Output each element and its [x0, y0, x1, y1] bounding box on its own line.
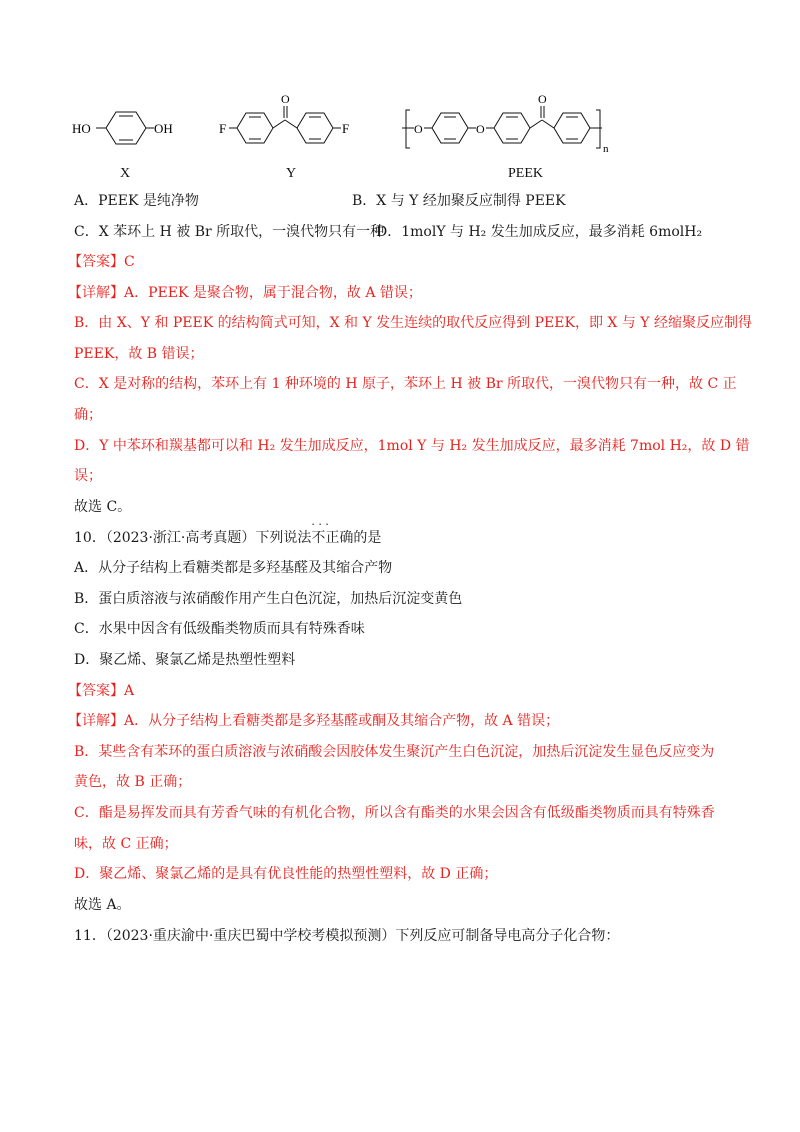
x-group-ho: HO [72, 121, 91, 136]
q10-answer: 【答案】A [68, 683, 135, 699]
q9-option-c: C．X 苯环上 H 被 Br 所取代，一溴代物只有一种 [74, 224, 385, 240]
q10-conclusion: 故选 A。 [74, 897, 131, 913]
q10-stem-pre: 10．（2023·浙江·高考真题）下列说法 [74, 530, 312, 546]
q11-stem: 11．（2023·重庆渝中·重庆巴蜀中学校考模拟预测）下列反应可制备导电高分子化合物： [74, 928, 620, 944]
q9-detail-line-2: B．由 X、Y 和 PEEK 的结构简式可知，X 和 Y 发生连续的取代反应得到 PEEK，即 X 与 Y 经缩聚反应制得 [74, 315, 752, 331]
peek-group-n: n [603, 143, 609, 155]
structure-label-x: X [120, 166, 131, 181]
structure-x [60, 88, 190, 168]
q10-option-a: A．从分子结构上看糖类都是多羟基醛及其缩合产物 [74, 560, 393, 576]
q9-detail-line-6: D．Y 中苯环和羰基都可以和 H₂ 发生加成反应，1mol Y 与 H₂ 发生加成反应，最多消耗 7mol H₂，故 D 错 [74, 438, 750, 454]
q9-answer: 【答案】C [68, 254, 135, 270]
q10-stem [74, 528, 381, 548]
q10-detail-line-3: 黄色，故 B 正确； [74, 774, 192, 790]
structure-y [215, 88, 385, 168]
q10-detail-line-1: 【详解】A．从分子结构上看糖类都是多羟基醛或酮及其缩合产物，故 A 错误； [68, 713, 560, 729]
q10-stem-post: 的是 [353, 530, 382, 546]
y-group-o: O [281, 92, 290, 106]
structure-peek [400, 88, 740, 168]
q9-detail-line-5: 确； [74, 407, 102, 423]
q9-conclusion: 故选 C。 [74, 499, 132, 515]
q10-option-b: B．蛋白质溶液与浓硝酸作用产生白色沉淀，加热后沉淀变黄色 [74, 591, 463, 607]
q9-option-b: B．X 与 Y 经加聚反应制得 PEEK [352, 193, 566, 209]
peek-group-o-1: O [414, 122, 423, 136]
q10-detail-line-4: C．酯是易挥发而具有芳香气味的有机化合物，所以含有酯类的水果会因含有低级酯类物质而具有特殊香 [74, 805, 715, 821]
q10-option-c: C．水果中因含有低级酯类物质而具有特殊香味 [74, 621, 365, 637]
q10-detail-line-2: B．某些含有苯环的蛋白质溶液与浓硝酸会因胶体发生聚沉产生白色沉淀，加热后沉淀发生显色反应变为 [74, 744, 715, 760]
structure-label-peek: PEEK [508, 166, 543, 181]
peek-group-o-3: O [538, 92, 547, 106]
q10-detail-line-5: 味，故 C 正确； [74, 836, 178, 852]
x-group-oh: OH [154, 121, 173, 136]
q9-option-d: D．1molY 与 H₂ 发生加成反应，最多消耗 6molH₂ [376, 224, 703, 240]
q9-option-a: A．PEEK 是纯净物 [74, 193, 199, 209]
y-group-f-right: F [342, 121, 350, 136]
y-group-f-left: F [219, 121, 227, 136]
peek-group-o-2: O [476, 122, 485, 136]
q9-detail-line-4: C．X 是对称的结构，苯环上有 1 种环境的 H 原子，苯环上 H 被 Br 所取代，一溴代物只有一种，故 C 正 [74, 376, 737, 392]
q9-detail-line-3: PEEK，故 B 错误； [74, 346, 204, 362]
q9-detail-line-1: 【详解】A．PEEK 是聚合物，属于混合物，故 A 错误； [68, 285, 422, 301]
q10-detail-line-6: D．聚乙烯、聚氯乙烯的是具有优良性能的热塑性塑料，故 D 正确； [74, 866, 498, 882]
q10-stem-emphasis: 不正确 · · · [311, 528, 353, 548]
structure-diagrams [60, 88, 740, 181]
q10-option-d: D．聚乙烯、聚氯乙烯是热塑性塑料 [74, 652, 296, 668]
structure-label-y: Y [286, 166, 297, 181]
q9-detail-line-7: 误； [74, 468, 102, 484]
